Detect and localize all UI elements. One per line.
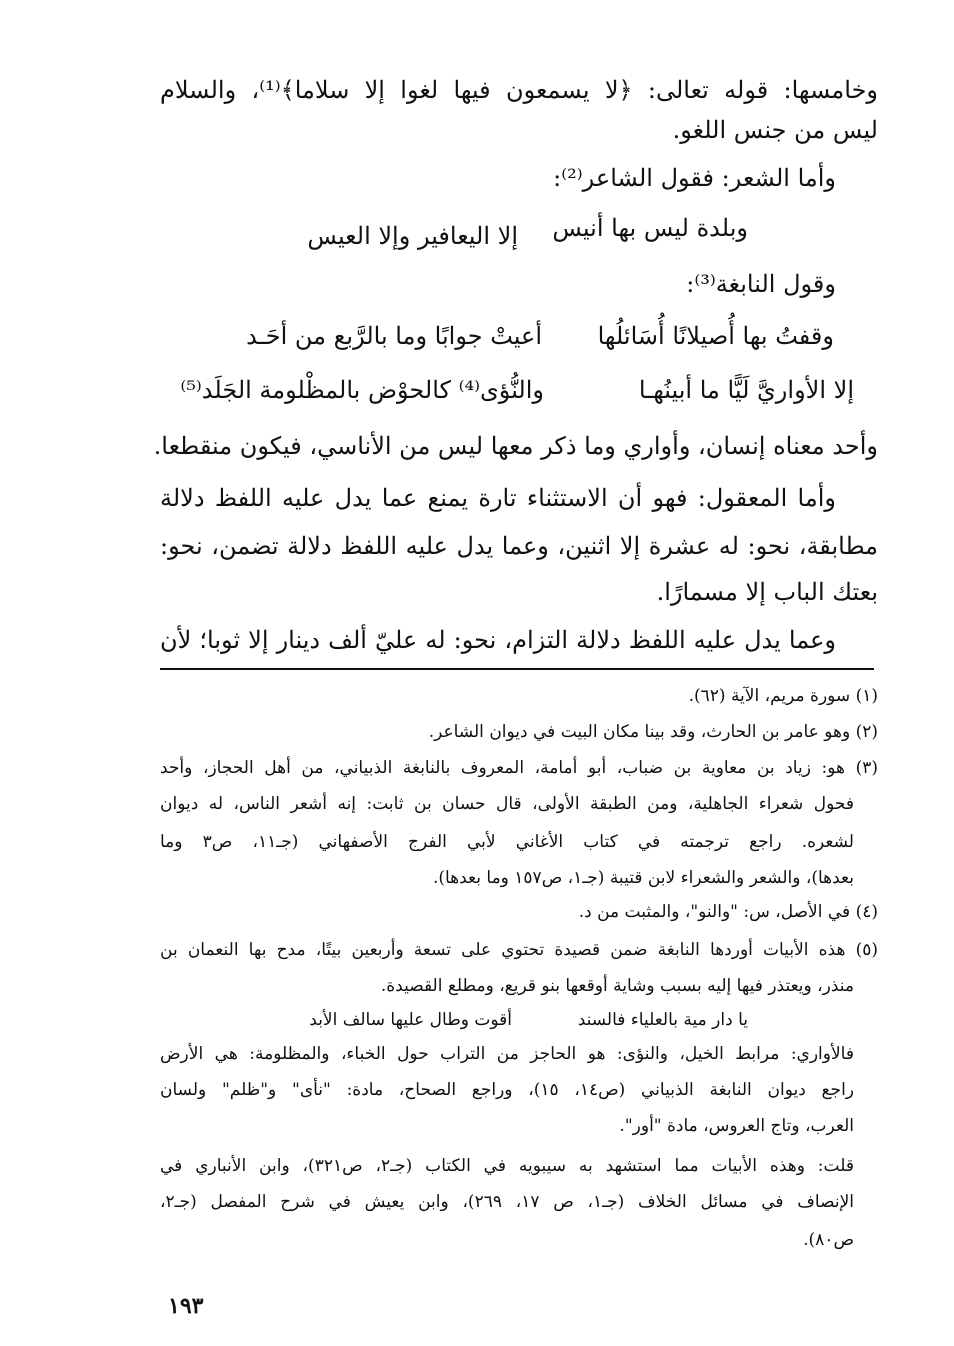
footnote-separator — [160, 668, 874, 670]
body-line: وأما المعقول: فهو أن الاستثناء تارة يمنع عما يدل عليه اللفظ دلالة — [160, 484, 836, 512]
verse-hemistich-second: والنُّؤى⁽⁴⁾ كالحوْض بالمظْلومة الجَلَد⁽⁵⁾ — [180, 376, 544, 404]
body-line: بعتك الباب إلا مسمارًا. — [656, 578, 878, 606]
verse-hemistich-second: أعيتْ جوابًا وما بالرَّبع من أحَـد — [246, 322, 542, 350]
footnote-line: (١) سورة مريم، الآية (٦٢). — [688, 686, 878, 706]
footnote-line: (٢) وهو عامر بن الحارث، وقد بينا مكان البيت في ديوان الشاعر. — [428, 722, 878, 742]
body-line: وأحد معناه إنسان، وأواري وما ذكر معها ليس من الأناسي، فيكون منقطعا. — [153, 432, 878, 460]
body-line: ليس من جنس اللغو. — [672, 116, 878, 144]
verse-hemistich-first: إلا الأواريَّ لَيًّا ما أبينُهـا — [638, 376, 854, 404]
footnote-line: العرب، وتاج العروس، مادة "أور". — [619, 1116, 854, 1136]
footnote-line: لشعره. راجع ترجمته في كتاب الأغاني لأبي الفرج الأصفهاني (جـ١١، ص٣ وما — [160, 832, 854, 852]
footnote-line: منذر، ويعتذر فيها إليه بسبب وشاية أوقعها بنو قريع، ومطلع القصيدة. — [380, 976, 854, 996]
footnote-line: فالأواري: مرابط الخيل، والنؤى: هو الحاجز من التراب حول الخباء، والمظلومة: هي الأرض — [160, 1044, 854, 1064]
body-line: مطابقة، نحو: له عشرة إلا اثنين، وعما يدل عليه اللفظ دلالة تضمن، نحو: — [160, 532, 878, 560]
body-line: وأما الشعر: فقول الشاعر⁽²⁾: — [553, 164, 836, 192]
footnote-line: فحول شعراء الجاهلية، ومن الطبقة الأولى، قال حسان بن ثابت: إنه أشعر الناس، له ديوان — [160, 794, 854, 814]
body-line: وخامسها: قوله تعالى: ﴿لا يسمعون فيها لغوا إلا سلاما﴾⁽¹⁾، والسلام — [160, 76, 879, 104]
footnote-line: (٥) هذه الأبيات أوردها النابغة ضمن قصيدة تحتوي على تسعة وأربعين بيتًا، مدح بها النعمان بن — [160, 940, 878, 960]
footnote-line: الإنصاف في مسائل الخلاف (جـ١، ص ١٧، ٢٦٩)، وابن يعيش في شرح المفصل (جـ٢، — [160, 1192, 854, 1212]
footnote-line: (٤) في الأصل، س: "والنو"، والمثبت من د. — [578, 902, 878, 922]
body-line: وعما يدل عليه اللفظ دلالة التزام، نحو: له عليّ ألف دينار إلا ثوبا؛ لأن — [160, 626, 836, 654]
page-number: ١٩٣ — [168, 1293, 204, 1319]
footnote-verse-second: أقوت وطال عليها سالف الأبد — [309, 1010, 512, 1030]
footnote-line: (٣) هو: زياد بن معاوية بن ضباب، أبو أمامة، المعروف بالنابغة الذبياني، من أهل الحجاز، وأحد — [160, 758, 878, 778]
verse-hemistich-first: وبلدة ليس بها أنيس — [552, 214, 748, 242]
footnote-verse-first: يا دار مية بالعلياء فالسند — [577, 1010, 748, 1030]
verse-hemistich-first: وقفتُ بها أُصيلانًا أُسَائلُها — [597, 322, 834, 350]
footnote-line: راجع ديوان النابغة الذبياني (ص١٤، ١٥)، وراجع الصحاح، مادة: "نأى" و"ظلم" ولسان — [160, 1080, 855, 1100]
verse-hemistich-second: إلا اليعافير وإلا العيس — [307, 222, 518, 250]
footnote-line: ص٨٠). — [803, 1230, 854, 1250]
body-line: وقول النابغة⁽³⁾: — [686, 270, 836, 298]
footnote-line: بعدها)، والشعر والشعراء لابن قتيبة (جـ١، ص١٥٧ وما بعدها). — [432, 868, 854, 888]
footnote-line: قلت: وهذه الأبيات مما استشهد به سيبويه في الكتاب (جـ٢، ص٣٢١)، وابن الأنباري في — [160, 1156, 854, 1176]
